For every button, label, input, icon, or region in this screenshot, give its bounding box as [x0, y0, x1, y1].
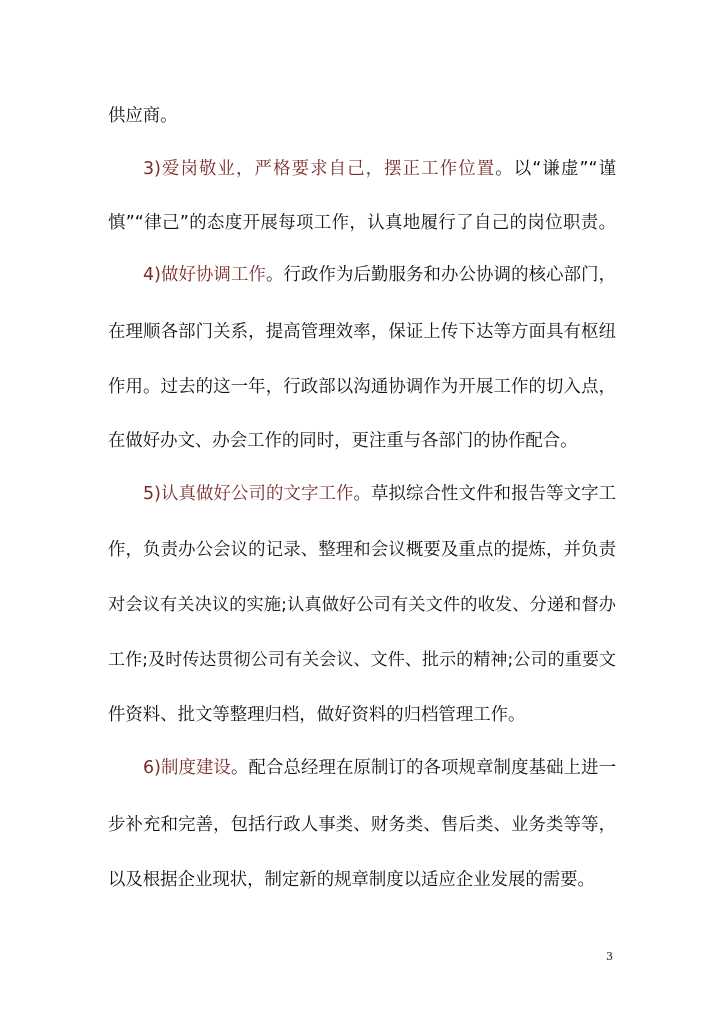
text-line: 在做好办文、办会工作的同时，更注重与各部门的协作配合。: [108, 431, 578, 451]
item-heading: 4)做好协调工作: [143, 265, 266, 285]
text-line: 件资料、批文等整理归档，做好资料的归档管理工作。: [108, 705, 526, 725]
text-line: 供应商。: [108, 106, 178, 126]
text-line: 作，负责办公会议的记录、整理和会议概要及重点的提炼，并负责: [108, 540, 616, 560]
page-number: 3: [606, 950, 613, 963]
text-line: 作用。过去的这一年，行政部以沟通协调作为开展工作的切入点，: [108, 377, 616, 397]
text-line: 工作;及时传达贯彻公司有关会议、文件、批示的精神;公司的重要文: [108, 650, 616, 670]
text-line: 3)爱岗敬业，严格要求自己，摆正工作位置。以“谦虚”“谨: [143, 159, 616, 179]
item-heading: 6)制度建设: [143, 758, 231, 778]
text-line: 以及根据企业现状，制定新的规章制度以适应企业发展的需要。: [108, 870, 595, 890]
text-line: 对会议有关决议的实施;认真做好公司有关文件的收发、分递和督办: [108, 595, 616, 615]
text-line: 5)认真做好公司的文字工作。草拟综合性文件和报告等文字工: [143, 484, 616, 504]
text-line: 6)制度建设。配合总经理在原制订的各项规章制度基础上进一: [143, 758, 616, 778]
text-line: 慎”“律己”的态度开展每项工作，认真地履行了自己的岗位职责。: [108, 213, 616, 233]
item-heading: 3)爱岗敬业，严格要求自己，摆正工作位置: [143, 159, 496, 179]
text-line: 在理顺各部门关系，提高管理效率，保证上传下达等方面具有枢纽: [108, 322, 616, 342]
item-heading: 5)认真做好公司的文字工作: [143, 484, 354, 504]
text-line: 4)做好协调工作。行政作为后勤服务和办公协调的核心部门，: [143, 265, 616, 285]
text-line: 步补充和完善，包括行政人事类、财务类、售后类、业务类等等，: [108, 815, 616, 835]
